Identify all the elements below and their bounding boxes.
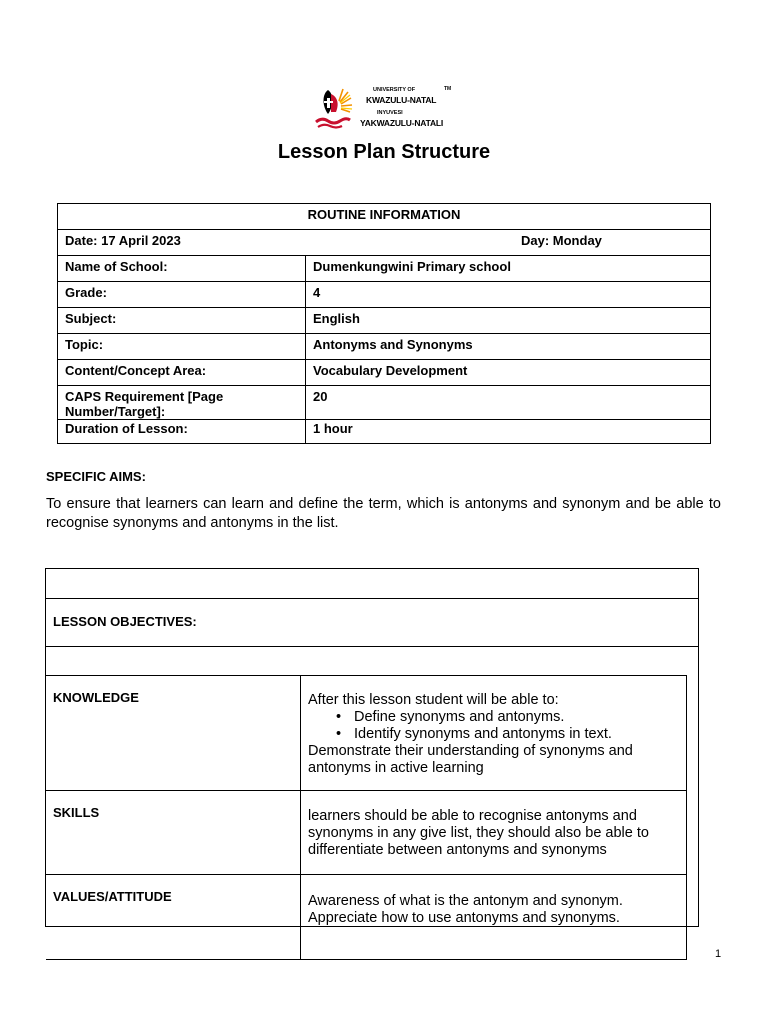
knowledge-content [301,676,687,791]
objectives-table [46,675,687,960]
table-row [46,676,687,791]
skills-label: SKILLS [46,791,301,875]
row-label: Name of School: [58,256,306,282]
table-row [58,230,711,256]
routine-information-table [57,203,711,444]
lesson-objectives-heading: LESSON OBJECTIVES: [53,614,197,629]
day-value: Day: Monday [521,233,602,248]
logo-line-3: INYUVESI [377,110,403,116]
row-value: Dumenkungwini Primary school [306,256,711,282]
date-value: Date: 17 April 2023 [65,233,181,248]
divider [46,646,698,647]
row-value: Vocabulary Development [306,360,711,386]
row-label: Grade: [58,282,306,308]
table-row [58,334,711,360]
lesson-objectives-box [45,568,699,927]
knowledge-bullet-list [308,709,680,743]
table-row [58,204,711,230]
row-label: Topic: [58,334,306,360]
table-row [46,791,687,875]
row-value: 4 [306,282,711,308]
routine-header: ROUTINE INFORMATION [58,204,711,230]
logo-line-2: KWAZULU-NATAL [366,95,437,105]
divider [46,598,698,599]
row-label: Duration of Lesson: [58,420,306,444]
values-attitude-label: VALUES/ATTITUDE [46,875,301,960]
knowledge-intro: After this lesson student will be able to: [308,692,559,708]
logo-line-4: YAKWAZULU-NATALI [360,118,444,128]
row-value: 1 hour [306,420,711,444]
row-label: Content/Concept Area: [58,360,306,386]
row-label: Subject: [58,308,306,334]
list-item: • Define synonyms and antonyms. [336,709,680,726]
table-row [58,256,711,282]
table-row [58,420,711,444]
logo-emblem-icon [314,84,354,132]
table-row [58,360,711,386]
row-value: 20 [306,386,711,420]
table-row [46,875,687,960]
date-day-cell [58,230,711,256]
values-attitude-content [301,875,687,960]
specific-aims-heading: SPECIFIC AIMS: [46,469,146,484]
knowledge-label: KNOWLEDGE [46,676,301,791]
row-value: Antonyms and Synonyms [306,334,711,360]
table-row [58,386,711,420]
row-value: English [306,308,711,334]
table-row [58,308,711,334]
row-label: CAPS Requirement [Page Number/Target]: [58,386,306,420]
logo-trademark: TM [444,86,452,92]
page-number: 1 [715,948,722,960]
values-line-1: Awareness of what is the antonym and synonym. [308,893,623,909]
specific-aims-text: To ensure that learners can learn and define the term, which is antonyms and synonym and be able to recognise synonyms and antonyms in the list. [46,496,721,531]
list-item: • Identify synonyms and antonyms in text. [336,726,680,743]
skills-content: learners should be able to recognise antonyms and synonyms in any give list, they should also be able to differentiate between antonyms and synonyms [301,791,687,875]
values-line-2: Appreciate how to use antonyms and synonyms. [308,910,620,926]
knowledge-outro: Demonstrate their understanding of synonyms and antonyms in active learning [308,743,633,776]
page-title: Lesson Plan Structure [277,141,491,163]
logo-line-1: UNIVERSITY OF [373,87,416,93]
university-logo [314,84,454,132]
table-row [58,282,711,308]
